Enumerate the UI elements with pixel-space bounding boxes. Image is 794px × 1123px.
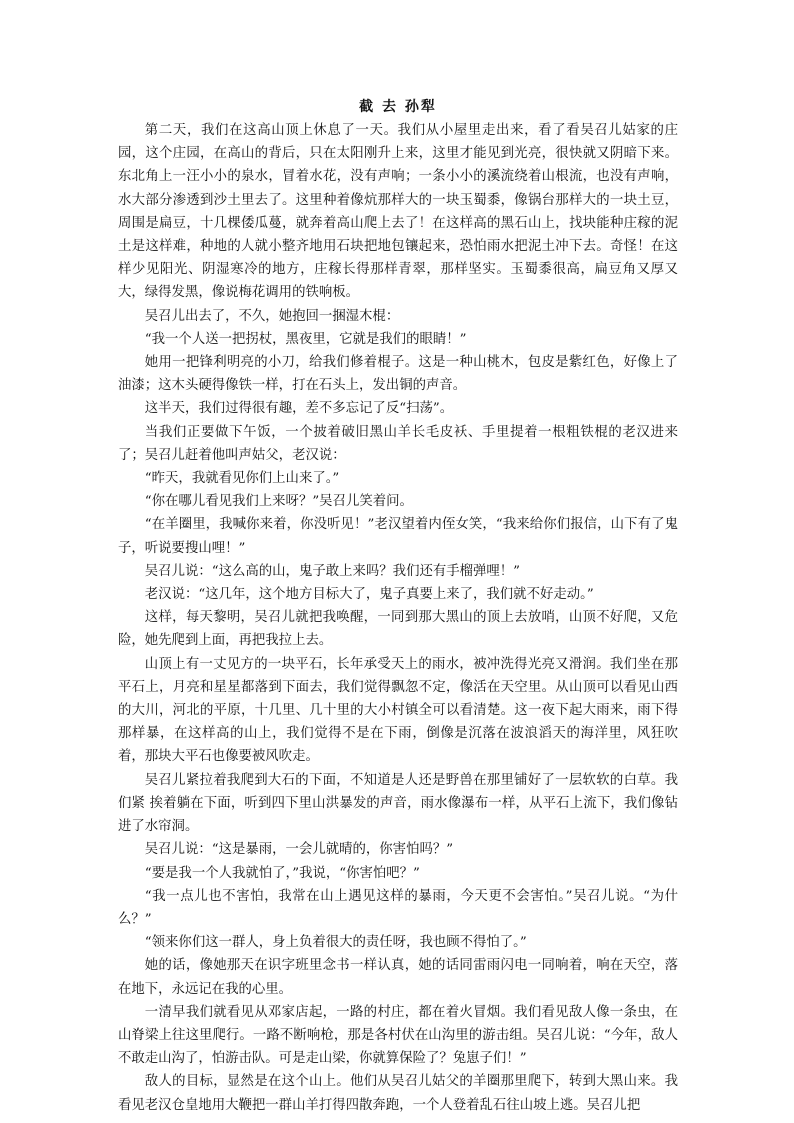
paragraph: 吴召儿紧拉着我爬到大石的下面，不知道是人还是野兽在那里铺好了一层软软的白草。我们紧 挨着躺在下面，听到四下里山洪暴发的声音，雨水像瀑布一样，从平石上流下，我们像钻进了水帘洞。 <box>118 772 678 835</box>
paragraph: 敌人的目标，显然是在这个山上。他们从吴召儿姑父的羊圈那里爬下，转到大黑山来。我看见老汉仓皇地用大鞭把一群山羊打得四散奔跑，一个人登着乱石往山坡上逃。吴召儿把 <box>118 1074 678 1113</box>
document-title: 截 去 孙犁 <box>359 99 437 115</box>
paragraph: 老汉说：“这几年，这个地方目标大了，鬼子真要上来了，我们就不好走动。” <box>144 587 594 603</box>
paragraph: “昨天，我就看见你们上山来了。” <box>144 471 340 487</box>
paragraph: 这样，每天黎明，吴召儿就把我唤醒，一同到那大黑山的顶上去放哨，山顶不好爬，又危险，她先爬到上面，再把我拉上去。 <box>118 610 678 649</box>
paragraph: “在羊圈里，我喊你来着，你没听见！”老汉望着内侄女笑，“我来给你们报信，山下有了鬼 子，听说要搜山哩！” <box>118 517 678 556</box>
paragraph: 吴召儿说：“这么高的山，鬼子敢上来吗？我们还有手榴弹哩！” <box>144 563 521 579</box>
document-body <box>118 119 678 1117</box>
paragraph: 第二天，我们在这高山顶上休息了一天。我们从小屋里走出来，看了看吴召儿姑家的庄园，这个庄园，在高山的背后，只在太阳刚升上来，这里才能见到光亮，很快就又阴暗下来。东北角上一汪小小的泉水，冒着水花，没有声响；一条小小的溪流绕着山根流，也没有声响，水大部分渗透到沙土里去了。这里种着像炕那样大的一块玉蜀黍，像锅台那样大的一块土豆，周围是扁豆，十几棵倭瓜蔓，就奔着高山爬上去了！在这样高的黑石山上，找块能种庄稼的泥土是这样难，种地的人就小整齐地用石块把地包镶起来，恐怕雨水把泥土冲下去。奇怪！在这样少见阳光、阴湿寒冷的地方，庄稼长得那样青翠，那样坚实。玉蜀黍很高，扁豆角又厚又大，绿得发黑，像说梅花调用的铁响板。 <box>118 123 678 301</box>
paragraph: “你在哪儿看见我们上来呀？”吴召儿笑着问。 <box>144 494 413 510</box>
paragraph: 当我们正要做下午饭，一个披着破旧黑山羊长毛皮袄、手里提着一根粗铁棍的老汉进来了；吴召儿赶着他叫声姑父，老汉说： <box>118 424 678 463</box>
paragraph: 这半天，我们过得很有趣，差不多忘记了反“扫荡”。 <box>144 401 454 417</box>
paragraph: 她的话，像她那天在识字班里念书一样认真，她的话同雷雨闪电一同响着，响在天空，落在地下，永远记在我的心里。 <box>118 958 678 997</box>
paragraph: 山顶上有一丈见方的一块平石，长年承受天上的雨水，被冲洗得光亮又滑润。我们坐在那平石上，月亮和星星都落到下面去，我们觉得飘忽不定，像活在天空里。从山顶可以看见山西的大川，河北的平原，十几里、几十里的大小村镇全可以看清楚。这一夜下起大雨来，雨下得那样暴，在这样高的山上，我们觉得不是在下雨，倒像是沉落在波浪滔天的海洋里，风狂吹着，那块大平石也像要被风吹走。 <box>118 656 678 765</box>
paragraph: “我一点儿也不害怕，我常在山上遇见这样的暴雨，今天更不会害怕。”吴召儿说。“为什么？” <box>118 888 678 927</box>
paragraph: 吴召儿说：“这是暴雨，一会儿就晴的，你害怕吗？” <box>144 842 454 858</box>
paragraph: “领来你们这一群人，身上负着很大的责任呀，我也顾不得怕了。” <box>144 935 527 951</box>
paragraph: 她用一把锋利明亮的小刀，给我们修着棍子。这是一种山桃木，包皮是紫红色，好像上了油漆；这木头硬得像铁一样，打在石头上，发出铜的声音。 <box>118 355 678 394</box>
paragraph: 吴召儿出去了，不久，她抱回一捆湿木棍： <box>144 308 400 324</box>
paragraph: 一清早我们就看见从邓家店起，一路的村庄，都在着火冒烟。我们看见敌人像一条虫，在山脊梁上往这里爬行。一路不断响枪，那是各村伏在山沟里的游击组。吴召儿说：“今年，敌人不敢走山沟了，怕游击队。可是走山梁，你就算保险了？兔崽子们！” <box>118 1004 678 1067</box>
paragraph: “我一个人送一把拐杖，黑夜里，它就是我们的眼睛！” <box>144 331 467 347</box>
paragraph: “要是我一个人我就怕了，”我说，“你害怕吧？” <box>144 865 420 881</box>
